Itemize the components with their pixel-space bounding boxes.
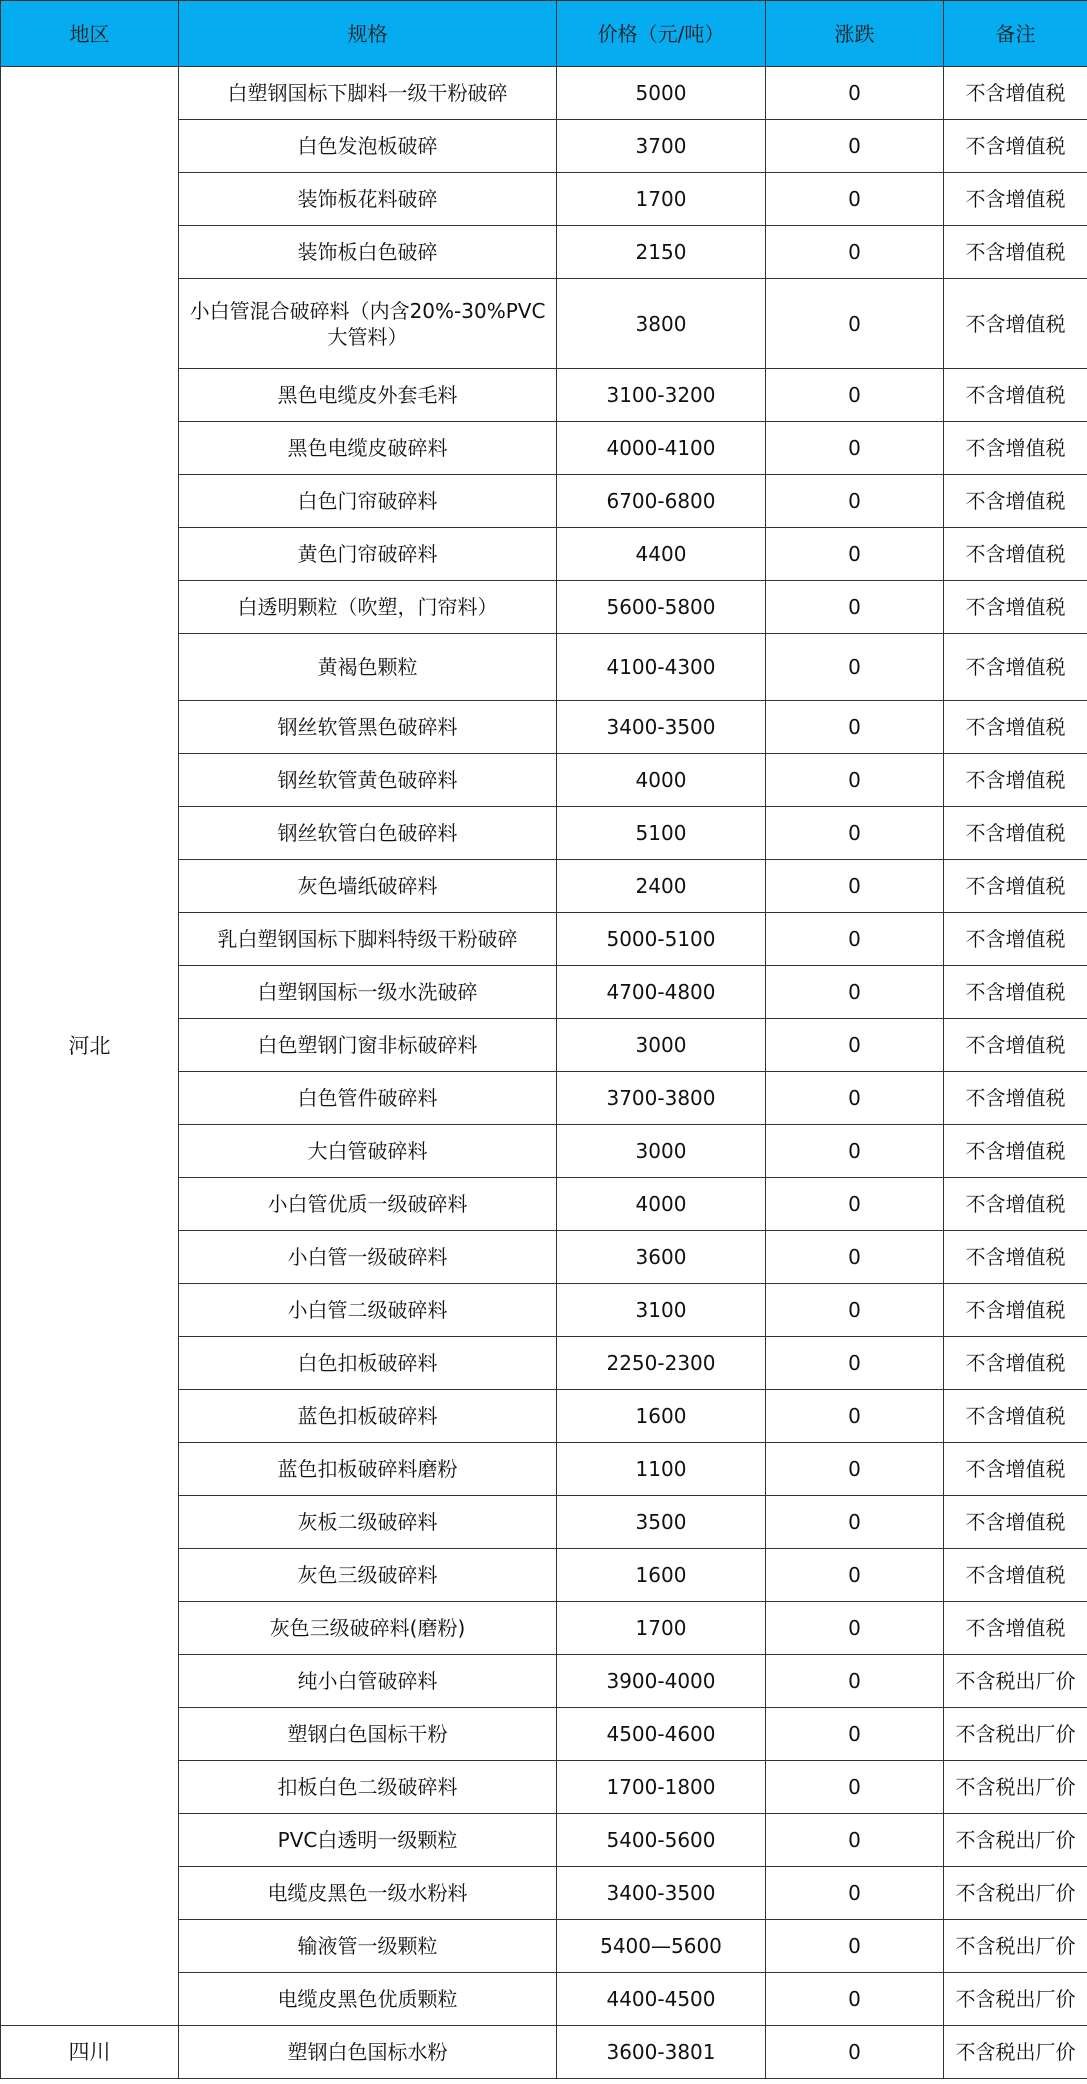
change-cell: 0 <box>766 1178 944 1231</box>
table-row <box>1 2026 1087 2079</box>
change-cell: 0 <box>766 528 944 581</box>
price-cell: 3700 <box>557 120 766 173</box>
spec-cell: 输液管一级颗粒 <box>179 1920 557 1973</box>
change-cell: 0 <box>766 860 944 913</box>
price-cell: 2250-2300 <box>557 1337 766 1390</box>
spec-cell: 白色塑钢门窗非标破碎料 <box>179 1019 557 1072</box>
table-row <box>1 67 1087 120</box>
price-cell: 1700-1800 <box>557 1761 766 1814</box>
change-cell: 0 <box>766 1390 944 1443</box>
header-note: 备注 <box>944 1 1087 67</box>
change-cell: 0 <box>766 120 944 173</box>
region-cell-sichuan: 四川 <box>1 2026 179 2079</box>
price-cell: 1600 <box>557 1549 766 1602</box>
spec-cell: 塑钢白色国标干粉 <box>179 1708 557 1761</box>
spec-cell: 白塑钢国标下脚料一级干粉破碎 <box>179 67 557 120</box>
spec-cell: 钢丝软管黄色破碎料 <box>179 754 557 807</box>
price-cell: 5000 <box>557 67 766 120</box>
change-cell: 0 <box>766 422 944 475</box>
note-cell: 不含税出厂价 <box>944 1761 1087 1814</box>
change-cell: 0 <box>766 1973 944 2026</box>
change-cell: 0 <box>766 1549 944 1602</box>
spec-cell: 装饰板白色破碎 <box>179 226 557 279</box>
price-cell: 4000-4100 <box>557 422 766 475</box>
price-cell: 4400-4500 <box>557 1973 766 2026</box>
price-cell: 3100-3200 <box>557 369 766 422</box>
header-row <box>1 1 1087 67</box>
change-cell: 0 <box>766 226 944 279</box>
price-cell: 1600 <box>557 1390 766 1443</box>
price-cell: 3500 <box>557 1496 766 1549</box>
spec-cell: 黑色电缆皮破碎料 <box>179 422 557 475</box>
change-cell: 0 <box>766 581 944 634</box>
price-cell: 4400 <box>557 528 766 581</box>
note-cell: 不含增值税 <box>944 1178 1087 1231</box>
change-cell: 0 <box>766 369 944 422</box>
note-cell: 不含税出厂价 <box>944 1920 1087 1973</box>
note-cell: 不含增值税 <box>944 1390 1087 1443</box>
note-cell: 不含税出厂价 <box>944 1814 1087 1867</box>
spec-cell: 大白管破碎料 <box>179 1125 557 1178</box>
spec-cell: 小白管一级破碎料 <box>179 1231 557 1284</box>
header-change: 涨跌 <box>766 1 944 67</box>
spec-cell: 塑钢白色国标水粉 <box>179 2026 557 2079</box>
change-cell: 0 <box>766 1867 944 1920</box>
spec-cell: 黑色电缆皮外套毛料 <box>179 369 557 422</box>
note-cell: 不含增值税 <box>944 1019 1087 1072</box>
spec-cell: 小白管二级破碎料 <box>179 1284 557 1337</box>
change-cell: 0 <box>766 701 944 754</box>
note-cell: 不含增值税 <box>944 754 1087 807</box>
note-cell: 不含增值税 <box>944 67 1087 120</box>
change-cell: 0 <box>766 634 944 701</box>
price-cell: 4000 <box>557 1178 766 1231</box>
change-cell: 0 <box>766 1125 944 1178</box>
header-region: 地区 <box>1 1 179 67</box>
spec-cell: 电缆皮黑色一级水粉料 <box>179 1867 557 1920</box>
price-cell: 5100 <box>557 807 766 860</box>
note-cell: 不含增值税 <box>944 1284 1087 1337</box>
price-cell: 3000 <box>557 1019 766 1072</box>
note-cell: 不含增值税 <box>944 226 1087 279</box>
spec-cell: 灰色三级破碎料 <box>179 1549 557 1602</box>
price-cell: 3400-3500 <box>557 1867 766 1920</box>
price-cell: 3900-4000 <box>557 1655 766 1708</box>
note-cell: 不含增值税 <box>944 966 1087 1019</box>
spec-cell: PVC白透明一级颗粒 <box>179 1814 557 1867</box>
change-cell: 0 <box>766 173 944 226</box>
change-cell: 0 <box>766 2026 944 2079</box>
spec-cell: 小白管优质一级破碎料 <box>179 1178 557 1231</box>
change-cell: 0 <box>766 1761 944 1814</box>
note-cell: 不含增值税 <box>944 860 1087 913</box>
spec-cell: 钢丝软管黑色破碎料 <box>179 701 557 754</box>
note-cell: 不含税出厂价 <box>944 2026 1087 2079</box>
price-cell: 3600-3801 <box>557 2026 766 2079</box>
note-cell: 不含增值税 <box>944 279 1087 369</box>
price-cell: 5000-5100 <box>557 913 766 966</box>
change-cell: 0 <box>766 1072 944 1125</box>
spec-cell: 电缆皮黑色优质颗粒 <box>179 1973 557 2026</box>
spec-cell: 乳白塑钢国标下脚料特级干粉破碎 <box>179 913 557 966</box>
note-cell: 不含增值税 <box>944 1602 1087 1655</box>
price-cell: 4100-4300 <box>557 634 766 701</box>
header-spec: 规格 <box>179 1 557 67</box>
spec-cell: 纯小白管破碎料 <box>179 1655 557 1708</box>
note-cell: 不含增值税 <box>944 807 1087 860</box>
change-cell: 0 <box>766 1708 944 1761</box>
note-cell: 不含增值税 <box>944 528 1087 581</box>
change-cell: 0 <box>766 1019 944 1072</box>
note-cell: 不含增值税 <box>944 1231 1087 1284</box>
price-cell: 3400-3500 <box>557 701 766 754</box>
note-cell: 不含增值税 <box>944 1125 1087 1178</box>
price-cell: 1100 <box>557 1443 766 1496</box>
spec-cell: 灰色墙纸破碎料 <box>179 860 557 913</box>
note-cell: 不含增值税 <box>944 1072 1087 1125</box>
note-cell: 不含增值税 <box>944 1496 1087 1549</box>
change-cell: 0 <box>766 1602 944 1655</box>
price-cell: 1700 <box>557 173 766 226</box>
note-cell: 不含增值税 <box>944 422 1087 475</box>
change-cell: 0 <box>766 1655 944 1708</box>
note-cell: 不含增值税 <box>944 1443 1087 1496</box>
price-cell: 5600-5800 <box>557 581 766 634</box>
price-cell: 1700 <box>557 1602 766 1655</box>
change-cell: 0 <box>766 1920 944 1973</box>
change-cell: 0 <box>766 1443 944 1496</box>
note-cell: 不含增值税 <box>944 634 1087 701</box>
note-cell: 不含增值税 <box>944 369 1087 422</box>
change-cell: 0 <box>766 1231 944 1284</box>
region-cell-hebei: 河北 <box>1 67 179 2026</box>
change-cell: 0 <box>766 1814 944 1867</box>
price-cell: 2150 <box>557 226 766 279</box>
change-cell: 0 <box>766 966 944 1019</box>
price-cell: 5400—5600 <box>557 1920 766 1973</box>
spec-cell: 蓝色扣板破碎料 <box>179 1390 557 1443</box>
spec-cell: 白色发泡板破碎 <box>179 120 557 173</box>
note-cell: 不含税出厂价 <box>944 1973 1087 2026</box>
note-cell: 不含税出厂价 <box>944 1867 1087 1920</box>
spec-cell: 蓝色扣板破碎料磨粉 <box>179 1443 557 1496</box>
table-body <box>1 67 1087 2079</box>
spec-cell: 钢丝软管白色破碎料 <box>179 807 557 860</box>
price-cell: 4000 <box>557 754 766 807</box>
change-cell: 0 <box>766 67 944 120</box>
spec-cell: 小白管混合破碎料（内含20%-30%PVC大管料） <box>179 279 557 369</box>
price-cell: 3800 <box>557 279 766 369</box>
note-cell: 不含增值税 <box>944 173 1087 226</box>
note-cell: 不含增值税 <box>944 581 1087 634</box>
change-cell: 0 <box>766 1337 944 1390</box>
price-cell: 4700-4800 <box>557 966 766 1019</box>
note-cell: 不含税出厂价 <box>944 1655 1087 1708</box>
note-cell: 不含增值税 <box>944 1337 1087 1390</box>
header-price: 价格（元/吨） <box>557 1 766 67</box>
change-cell: 0 <box>766 279 944 369</box>
note-cell: 不含增值税 <box>944 701 1087 754</box>
price-cell: 3600 <box>557 1231 766 1284</box>
spec-cell: 白塑钢国标一级水洗破碎 <box>179 966 557 1019</box>
note-cell: 不含增值税 <box>944 475 1087 528</box>
change-cell: 0 <box>766 1496 944 1549</box>
price-cell: 5400-5600 <box>557 1814 766 1867</box>
change-cell: 0 <box>766 754 944 807</box>
spec-cell: 扣板白色二级破碎料 <box>179 1761 557 1814</box>
spec-cell: 白色扣板破碎料 <box>179 1337 557 1390</box>
note-cell: 不含增值税 <box>944 913 1087 966</box>
change-cell: 0 <box>766 807 944 860</box>
spec-cell: 黄褐色颗粒 <box>179 634 557 701</box>
price-cell: 2400 <box>557 860 766 913</box>
note-cell: 不含增值税 <box>944 1549 1087 1602</box>
price-cell: 4500-4600 <box>557 1708 766 1761</box>
spec-cell: 灰板二级破碎料 <box>179 1496 557 1549</box>
price-cell: 6700-6800 <box>557 475 766 528</box>
spec-cell: 灰色三级破碎料(磨粉) <box>179 1602 557 1655</box>
spec-cell: 白色门帘破碎料 <box>179 475 557 528</box>
note-cell: 不含增值税 <box>944 120 1087 173</box>
spec-cell: 装饰板花料破碎 <box>179 173 557 226</box>
price-cell: 3100 <box>557 1284 766 1337</box>
price-cell: 3700-3800 <box>557 1072 766 1125</box>
note-cell: 不含税出厂价 <box>944 1708 1087 1761</box>
spec-cell: 白色管件破碎料 <box>179 1072 557 1125</box>
change-cell: 0 <box>766 1284 944 1337</box>
spec-cell: 黄色门帘破碎料 <box>179 528 557 581</box>
change-cell: 0 <box>766 913 944 966</box>
change-cell: 0 <box>766 475 944 528</box>
spec-cell: 白透明颗粒（吹塑，门帘料） <box>179 581 557 634</box>
price-cell: 3000 <box>557 1125 766 1178</box>
